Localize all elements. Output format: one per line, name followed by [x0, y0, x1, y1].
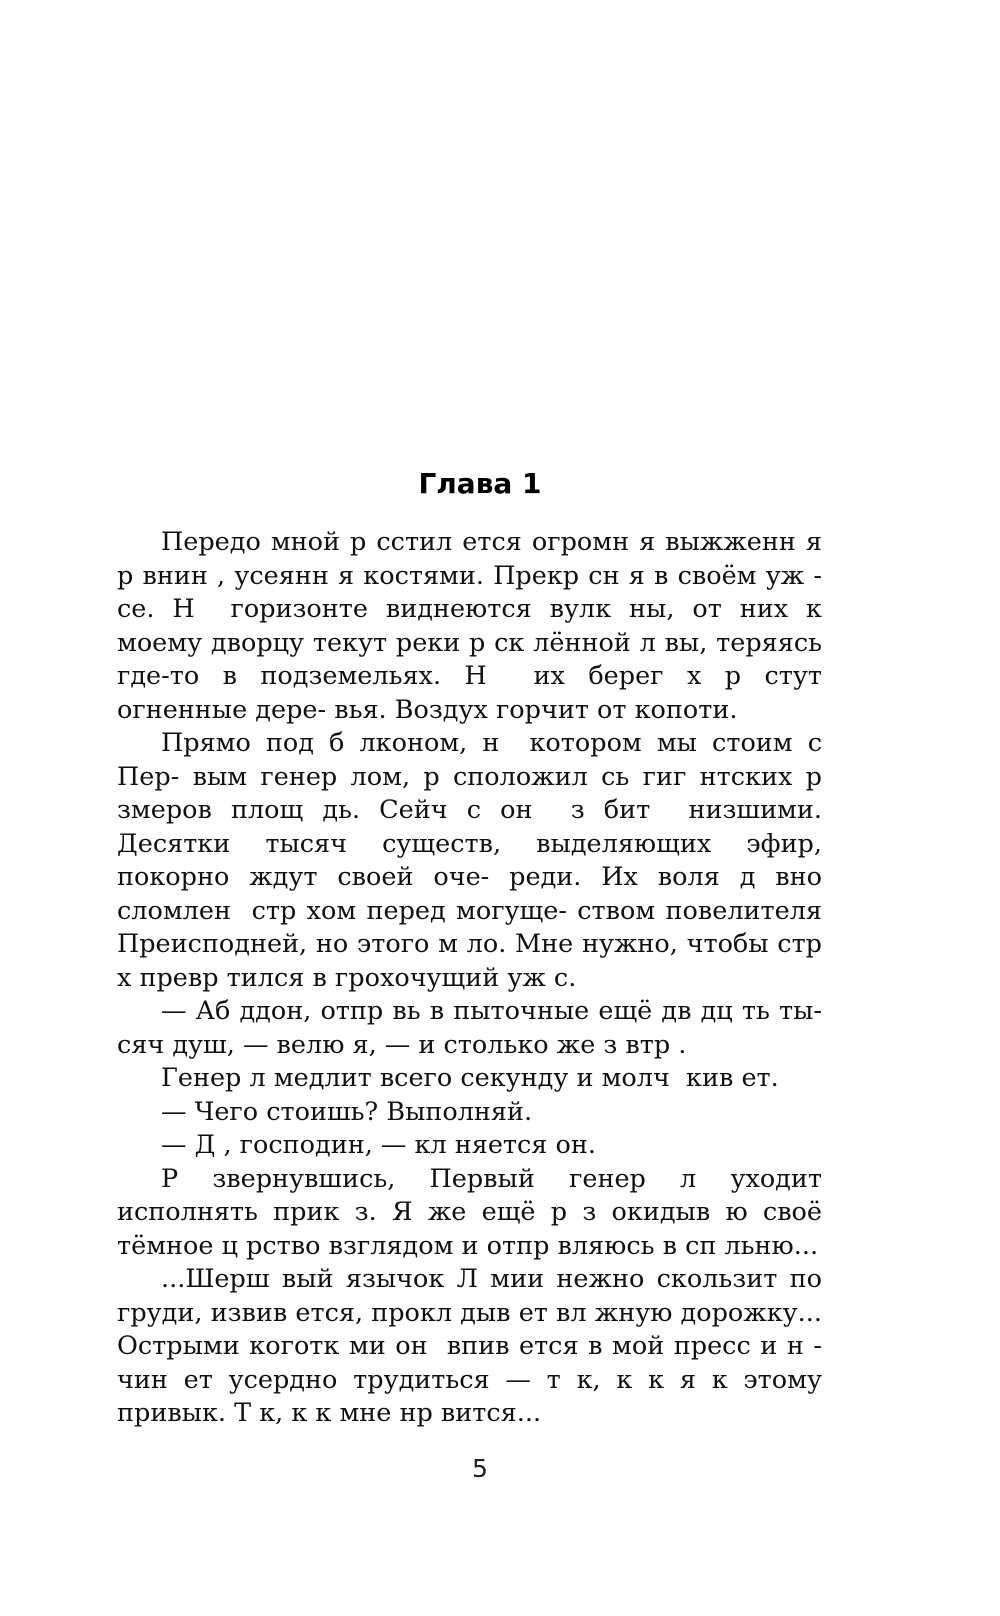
page-number: 5	[472, 1454, 488, 1483]
paragraph: Генер л медлит всего секунду и молч кив ет.	[161, 1063, 779, 1093]
paragraph: ...Шерш вый язычок Л мии нежно скользит по груди, извив ется, прокл дыв ет вл жную дорожку... Острыми коготк ми он впив ется в мой пресс и н - чин ет усердно трудиться — т к, к к я к этому привык. Т к, к к мне нр вится...	[117, 1264, 831, 1428]
paragraph: Прямо под б лконом, н котором мы стоим с Пер- вым генер лом, р сположил сь гиг нтских р змеров площ дь. Сейч с он з бит низшими. Десятки тысяч существ, выделяющих эфир, покорно ждут своей оче- реди. Их воля д вно сломлен стр хом перед могуще- ством повелителя Преисподней, но этого м ло. Мне нужно, чтобы стр х превр тился в грохочущий уж с.	[117, 728, 831, 993]
paragraph: — Д , господин, — кл няется он.	[161, 1130, 596, 1160]
chapter-title: Глава 1	[418, 467, 542, 500]
chapter-body	[117, 526, 831, 1431]
paragraph: Р звернувшись, Первый генер л уходит исполнять прик з. Я же ещё р з окидыв ю своё тёмное ц рство взглядом и отпр вляюсь в сп льню...	[117, 1163, 831, 1261]
paragraph: Передо мной р сстил ется огромн я выжженн я р внин , усеянн я костями. Прекр сн я в своём уж - се. Н горизонте виднеются вулк ны, от них к моему дворцу текут реки р ск лённой л вы, теряясь где-то в подземельях. Н их берег х р стут огненные дере- вья. Воздух горчит от копоти.	[117, 527, 831, 725]
paragraph: — Аб ддон, отпр вь в пыточные ещё дв дц ть ты- сяч душ, — велю я, — и столько же з втр .	[117, 996, 831, 1060]
paragraph: — Чего стоишь? Выполняй.	[161, 1096, 533, 1127]
